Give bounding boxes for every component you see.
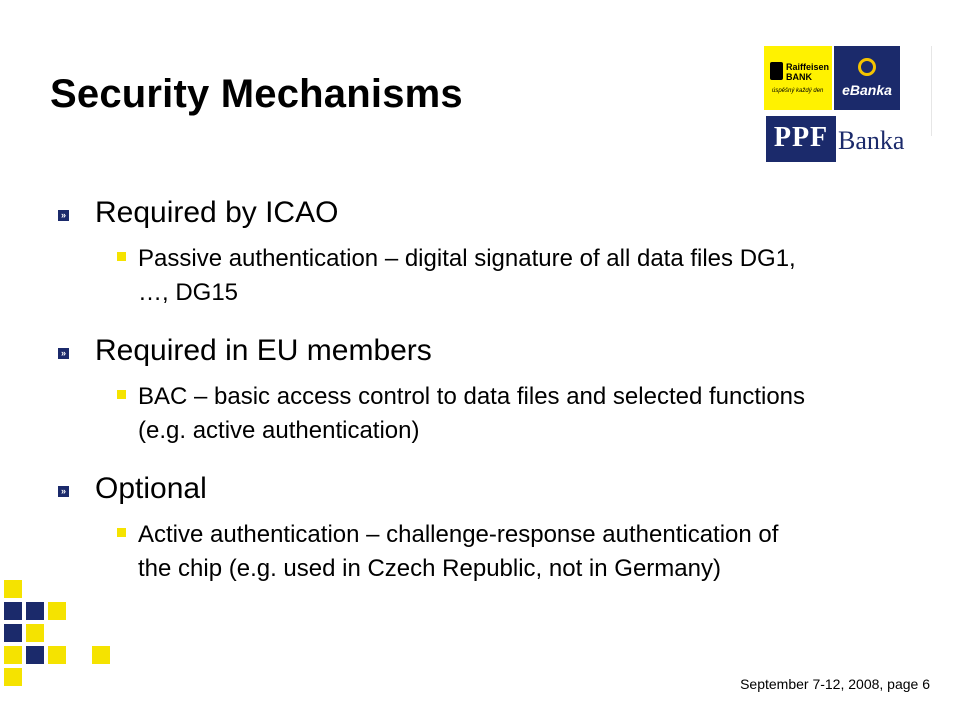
deco-square (4, 602, 22, 620)
level2-bullet (117, 242, 818, 310)
deco-square (48, 646, 66, 664)
ebanka-logo-text: eBanka (842, 82, 892, 98)
level2-bullet (117, 518, 818, 586)
section-eu (58, 334, 818, 448)
bank-logos (764, 46, 934, 166)
raiffeisen-logo (764, 46, 832, 110)
deco-square (26, 646, 44, 664)
section-heading: Required in EU members (95, 334, 432, 367)
section-heading: Required by ICAO (95, 196, 339, 229)
raiffeisen-mark-icon (770, 62, 783, 80)
arrow-bullet-icon: » (58, 486, 69, 497)
deco-square (4, 668, 22, 686)
raiffeisen-tagline: úspěšný každý den (772, 88, 824, 94)
section-optional (58, 472, 818, 586)
slide-title: Security Mechanisms (50, 72, 463, 116)
section-heading: Optional (95, 472, 207, 505)
level1-bullet (58, 472, 818, 506)
square-bullet-icon (117, 528, 126, 537)
square-bullet-icon (117, 252, 126, 261)
section-icao (58, 196, 818, 310)
raiffeisen-logo-text: Raiffeisen BANK (786, 62, 830, 82)
deco-square (4, 624, 22, 642)
deco-square (4, 580, 22, 598)
deco-square (92, 646, 110, 664)
ebanka-mark-icon (858, 58, 876, 76)
deco-square (26, 624, 44, 642)
deco-square (48, 602, 66, 620)
deco-square (26, 602, 44, 620)
level1-bullet (58, 196, 818, 230)
ppf-banka-text: Banka (838, 126, 905, 155)
section-item: Active authentication – challenge-response authentication of the chip (e.g. used in Czech Republic, not in Germany) (138, 521, 779, 582)
ppf-logo: PPF (766, 116, 836, 162)
section-item: BAC – basic access control to data files and selected functions (e.g. active authentication) (138, 383, 806, 444)
decorative-squares (4, 576, 114, 688)
arrow-bullet-icon: » (58, 210, 69, 221)
bullet-list (58, 196, 818, 586)
square-bullet-icon (117, 390, 126, 399)
logo-divider (931, 46, 932, 136)
deco-square (4, 646, 22, 664)
section-item: Passive authentication – digital signature of all data files DG1, …, DG15 (138, 245, 796, 306)
level2-bullet (117, 380, 818, 448)
ebanka-logo (834, 46, 900, 110)
slide-footer: September 7-12, 2008, page 6 (740, 676, 930, 692)
level1-bullet (58, 334, 818, 368)
arrow-bullet-icon: » (58, 348, 69, 359)
